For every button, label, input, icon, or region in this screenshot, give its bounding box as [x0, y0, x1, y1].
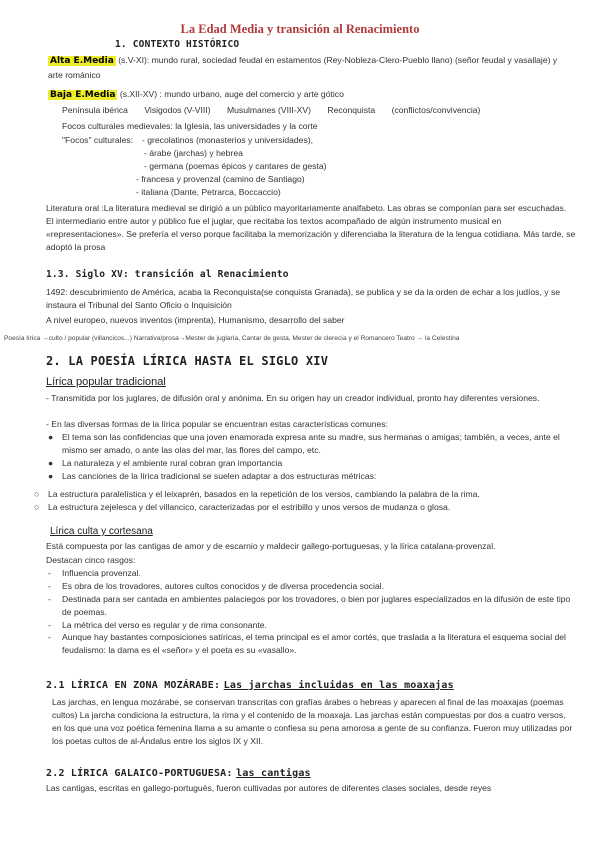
lirica-popular-p1: - Transmitida por los juglares, de difusión oral y anónima. En su origen hay un creador individual, pronto hay diferentes versiones. [46, 393, 540, 403]
literatura-oral-paragraph: Literatura oral :La literatura medieval se dirigió a un público mayoritariamente analfabeto. Las obras se componían para ser escuchadas. El intermediario entre autor y público fue el juglar, que recitaba los textos acompañado de algún instrumento musical en «representaciones». Se prefería el verso porque facilitaba la memorización y diferenciaba la literatura de la lengua cotidiana. Más tarde, se adoptó la prosa [46, 203, 576, 252]
baja-edad-media-block [48, 88, 568, 103]
focos-item: - grecolatinos (monasterios y universidades), [142, 135, 313, 145]
alta-edad-media-block [48, 54, 568, 81]
focos-line: Focos culturales medievales: la Iglesia, las universidades y la corte [62, 121, 318, 131]
focos-list [136, 134, 327, 198]
baja-text: (s.XII-XV) : mundo urbano, auge del comercio y arte gótico [119, 89, 344, 99]
structures-list [30, 488, 580, 514]
lirica-popular-p2: - En las diversas formas de la lírica popular se encuentran estas características comunes: [46, 419, 388, 429]
section-1-3-text-1: 1492: descubrimiento de América, acaba la Reconquista(se conquista Granada), se publica y se da la orden de echar a los judíos, y se instaura el Tribunal del Santo Oficio o Inquisición [46, 287, 561, 310]
section-2-2-text: Las cantigas, escritas en gallego-portugués, fueron cultivadas por autores de diferentes clases sociales, desde reyes [46, 783, 492, 793]
list-item: ● Las canciones de la lírica tradicional se suelen adaptar a dos estructuras métricas: [48, 470, 377, 481]
list-item: - La métrica del verso es regular y de rima consonante. [48, 619, 267, 630]
peninsula-item: (conflictos/convivencia) [391, 105, 481, 115]
focos-item: - italiana (Dante, Petrarca, Boccaccio) [136, 186, 281, 197]
section-1-heading: 1. CONTEXTO HISTÓRICO [115, 39, 240, 50]
peninsula-item: Península ibérica [62, 105, 128, 115]
section-2-heading: 2. LA POESÍA LÍRICA HASTA EL SIGLO XIV [46, 354, 329, 368]
focos-item: - francesa y provenzal (camino de Santiago) [136, 173, 305, 184]
list-item: ● La naturaleza y el ambiente rural cobran gran importancia [48, 457, 283, 468]
peninsula-item: Visigodos (V-VIII) [144, 105, 211, 115]
alta-text: (s.V-XI): mundo rural, sociedad feudal en estamentos (Rey-Nobleza-Clero-Pueblo llano) (señor feudal y vasallaje) y arte románico [48, 55, 558, 80]
list-item: ○ La estructura zejelesca y del villancico, caracterizadas por el estribillo y unos versos de mudanza o glosa. [34, 501, 451, 512]
section-2-1-text: Las jarchas, en lengua mozárabe, se conservan transcritas con grafías árabes o hebreas y aparecen al final de las moaxajas (poemas cultos) La jarcha condiciona la estructura, la rima y el contenido de la moaxaja. Las jarchas están compuestas por dos a cuatro versos, en los que una voz poética femenina llama a su amante o confiesa su pena amorosa a gente de su confianza. Fueron muy utilizadas por los poetas cultos de al-Ándalus entre los siglos IX y XII. [52, 697, 573, 746]
focos-item: - árabe (jarchas) y hebrea [144, 147, 243, 158]
peninsula-item: Reconquista [327, 105, 376, 115]
characteristics-list [44, 431, 578, 483]
lirica-culta-subheading: Lírica culta y cortesana [50, 526, 153, 537]
genres-summary-line: Poesía lírica →culto / popular (villancicos...) Narrativa/prosa→Mester de juglaría, Cantar de gesta, Mester de clerecía y el Romancero Teatro → la Celestina [4, 335, 460, 342]
section-2-2-heading: 2.2 LÍRICA GALAICO-PORTUGUESA: las cantigas [46, 768, 311, 779]
peninsula-row [62, 104, 582, 117]
list-item: ● El tema son las confidencias que una joven enamorada expresa ante su madre, sus hermanas o amigas; también, a veces, ante el mismo ser amado, o ante las olas del mar, las flores del campo, etc. [48, 432, 560, 455]
focos-label: "Focos" culturales: [62, 135, 134, 145]
page-title: La Edad Media y transición al Renacimiento [180, 22, 420, 36]
alta-label-highlight: Alta E.Media [50, 56, 114, 66]
section-1-3-text-2: A nivel europeo, nuevos inventos (imprenta), Humanismo, desarrollo del saber [46, 315, 345, 325]
list-item: - Influencia provenzal. [48, 568, 141, 578]
list-item: ○ La estructura paralelística y el leixaprén, basados en la repetición de los versos, cambiando la palabra de la rima. [34, 489, 480, 499]
lirica-culta-p4: Destacan cinco rasgos: [46, 555, 136, 565]
rasgos-list [44, 567, 574, 657]
list-item: - Es obra de los trovadores, autores cultos conocidos y de diversa procedencia social. [48, 580, 384, 591]
section-1-3-heading: 1.3. Siglo XV: transición al Renacimiento [46, 269, 289, 280]
peninsula-item: Musulmanes (VIII-XV) [226, 105, 312, 115]
lirica-popular-subheading: Lírica popular tradicional [46, 376, 166, 388]
focos-item: - germana (poemas épicos y cantares de gesta) [144, 160, 327, 171]
lirica-culta-p3: Está compuesta por las cantigas de amor y de escarnio y maldecir gallego-portuguesas, y la lírica catalana-provenzal. [46, 541, 496, 551]
baja-label-highlight: Baja E.Media [50, 90, 116, 100]
section-2-1-heading: 2.1 LÍRICA EN ZONA MOZÁRABE: Las jarchas incluidas en las moaxajas [46, 680, 454, 691]
list-item: - Destinada para ser cantada en ambientes palaciegos por los trovadores, o bien por juglares especializados en la difusión de este tipo de poemas. [48, 593, 571, 617]
list-item: - Aunque hay bastantes composiciones satíricas, el tema principal es el amor cortés, que traslada a la literatura el esquema social del feudalismo: la dama es el «señor» y el poeta es su «vasallo». [48, 632, 566, 656]
